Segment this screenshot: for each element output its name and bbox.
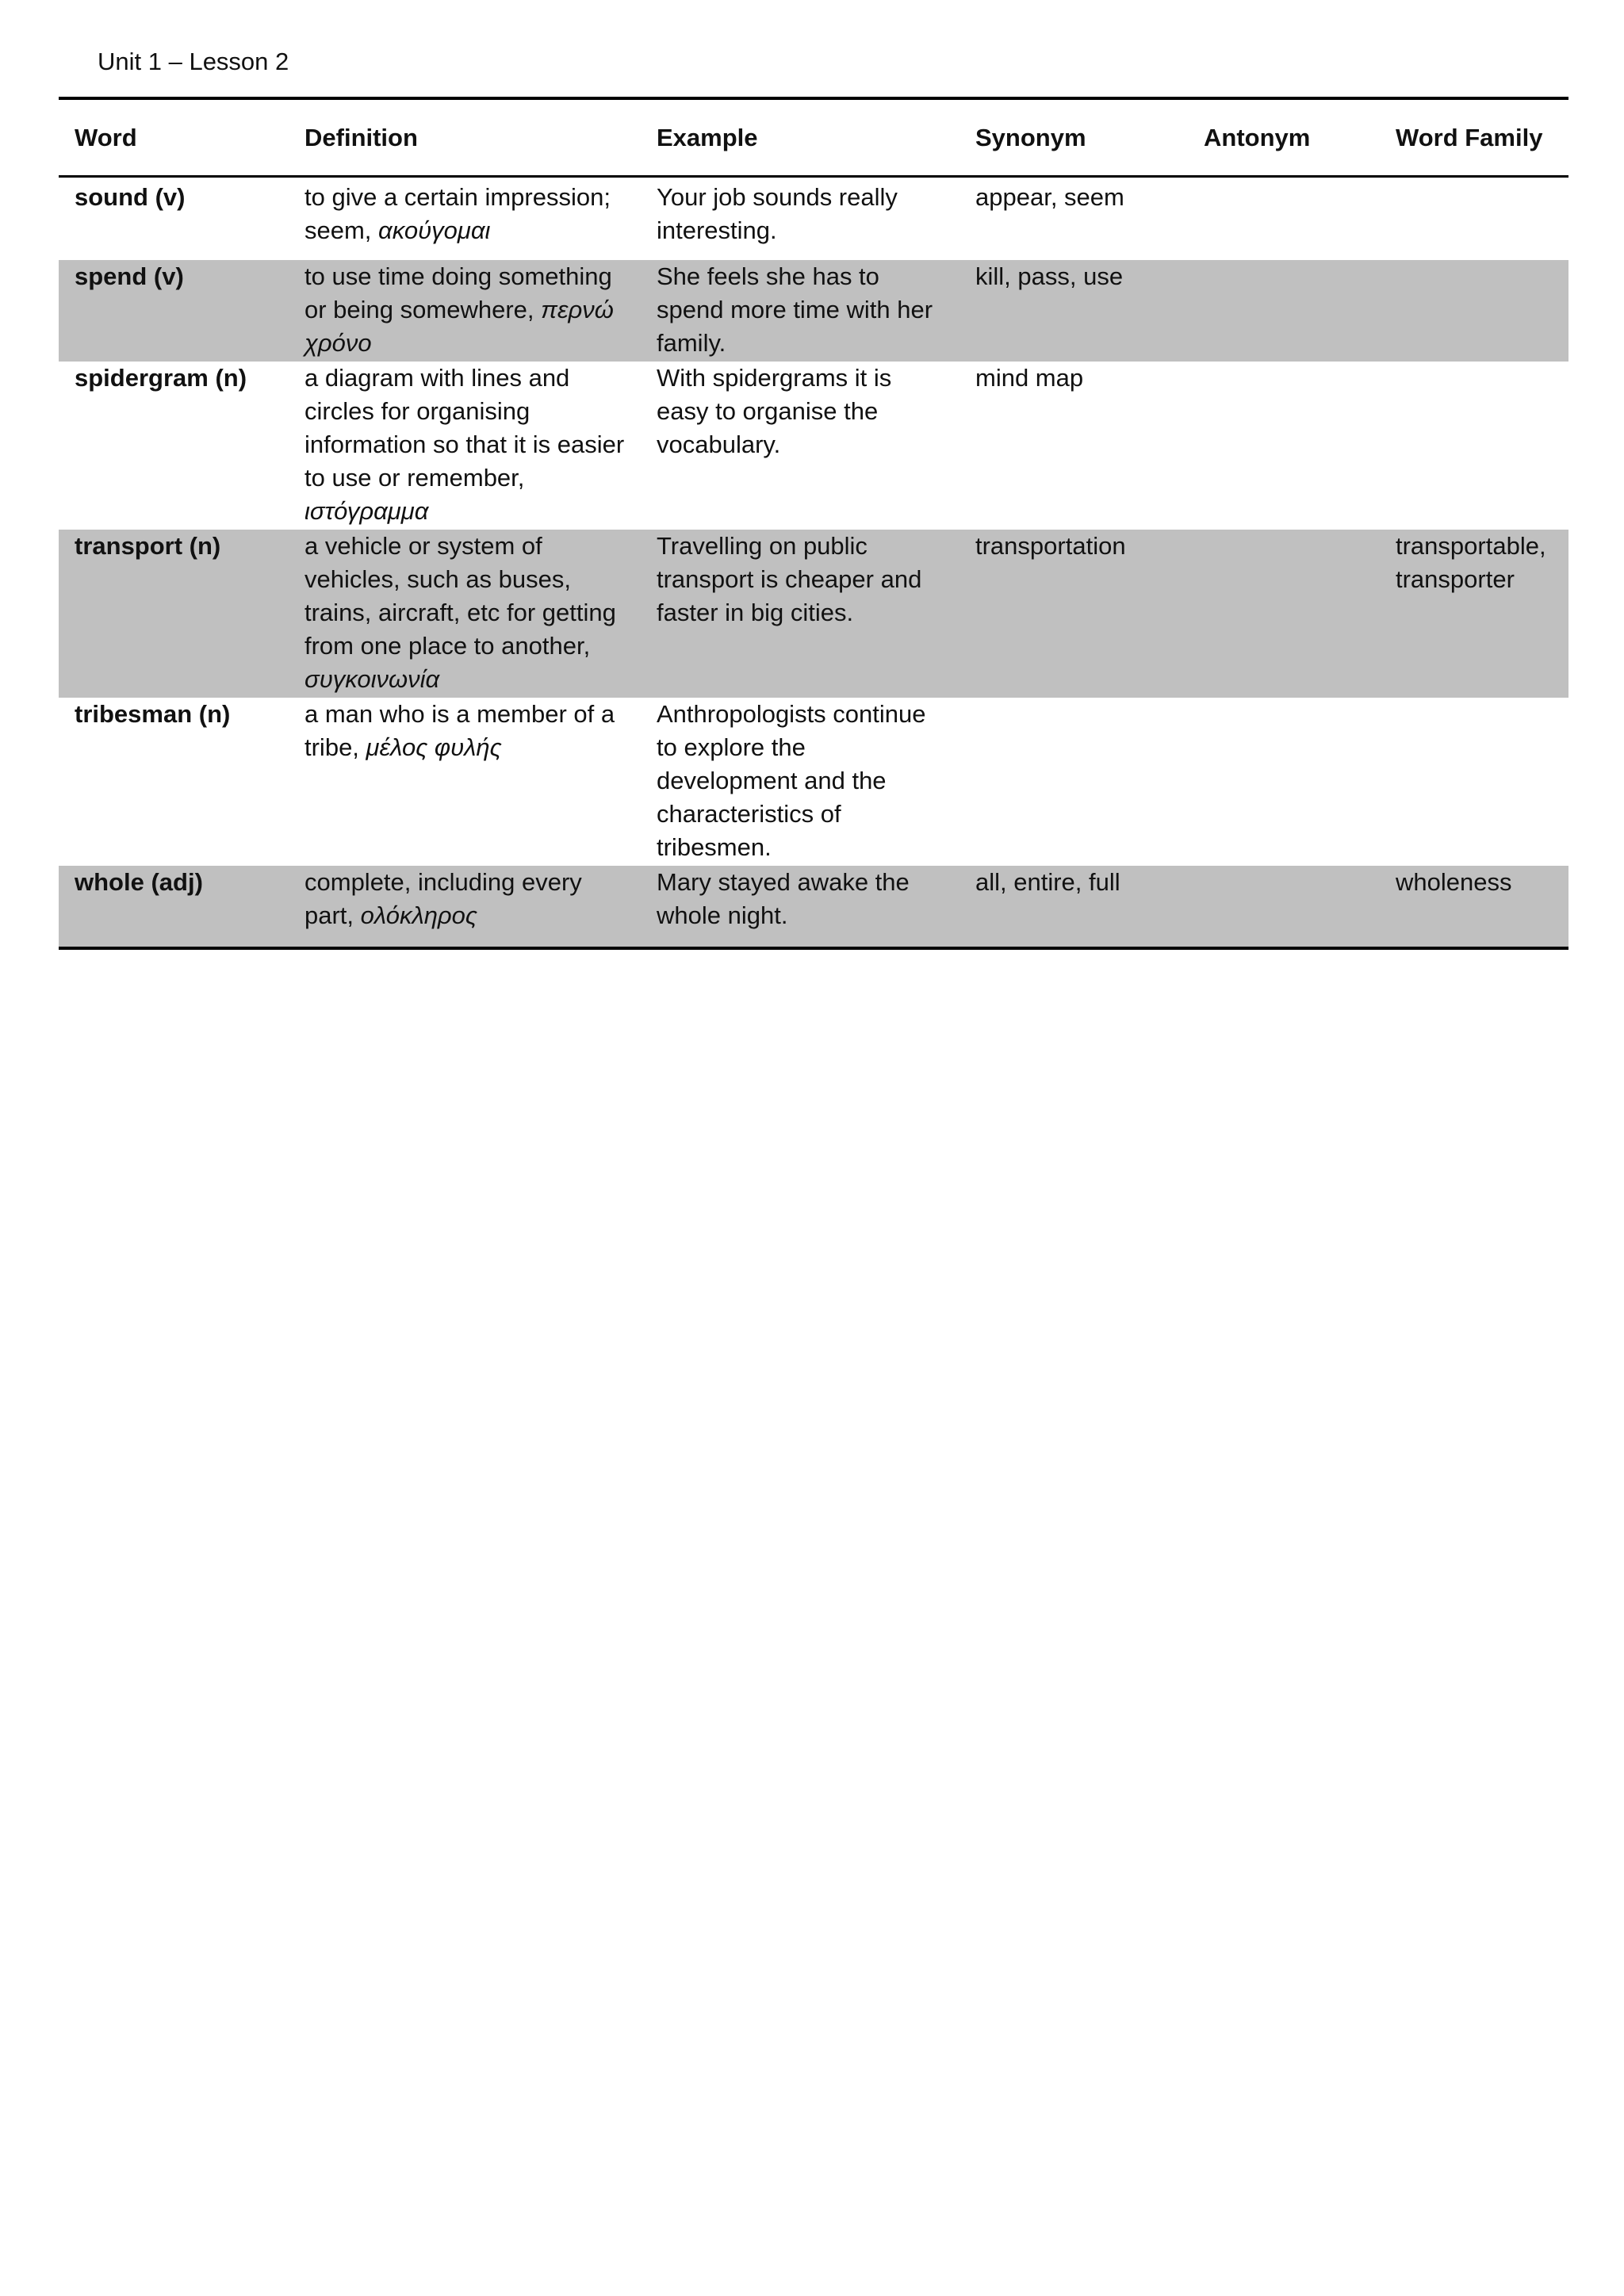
- table-row: [59, 530, 1568, 698]
- column-header-synonym: Synonym: [975, 123, 1086, 151]
- word-cell: transport (n): [59, 530, 289, 698]
- example-cell: Mary stayed awake the whole night.: [641, 866, 959, 948]
- antonym-cell: [1188, 260, 1380, 362]
- synonym-cell: [959, 698, 1188, 866]
- word-family-cell: [1380, 260, 1568, 362]
- antonym-cell: [1188, 362, 1380, 530]
- table-header-row: [59, 98, 1568, 177]
- column-header-example: Example: [657, 123, 758, 151]
- example-cell: Travelling on public transport is cheaper and faster in big cities.: [641, 530, 959, 698]
- definition-text: complete, including every part,: [304, 868, 582, 929]
- table-row: [59, 177, 1568, 261]
- definition-cell: [289, 362, 641, 530]
- word-cell: whole (adj): [59, 866, 289, 948]
- column-header-word: Word: [75, 123, 137, 151]
- synonym-cell: all, entire, full: [959, 866, 1188, 948]
- example-cell: With spidergrams it is easy to organise the vocabulary.: [657, 364, 892, 458]
- table-row: [59, 260, 1568, 362]
- antonym-cell: [1188, 177, 1380, 261]
- definition-text: a man who is a member of a tribe,: [304, 700, 615, 761]
- definition-text: a diagram with lines and circles for organising information so that it is easier to use or remember,: [304, 364, 625, 492]
- synonym-cell: mind map: [975, 364, 1084, 392]
- definition-cell: [289, 866, 641, 948]
- example-cell: Anthropologists continue to explore the development and the characteristics of tribesmen.: [657, 700, 926, 861]
- antonym-cell: [1188, 698, 1380, 866]
- word-cell: sound (v): [75, 183, 186, 211]
- definition-text: to give a certain impression; seem,: [304, 183, 611, 244]
- table-row: [59, 698, 1568, 866]
- word-cell: spend (v): [59, 260, 289, 362]
- synonym-cell: kill, pass, use: [959, 260, 1188, 362]
- word-family-cell: transportable, transporter: [1380, 530, 1568, 698]
- definition-text: to use time doing something or being somewhere,: [304, 262, 612, 323]
- definition-cell: [289, 530, 641, 698]
- word-cell: spidergram (n): [75, 364, 247, 392]
- definition-text: a vehicle or system of vehicles, such as buses, trains, aircraft, etc for getting from one place to another,: [304, 532, 616, 660]
- greek-translation: περνώ χρόνο: [304, 296, 614, 357]
- greek-translation: ολόκληρος: [360, 901, 477, 929]
- column-header-antonym: Antonym: [1204, 123, 1311, 151]
- antonym-cell: [1188, 530, 1380, 698]
- table-row: [59, 866, 1568, 948]
- synonym-cell: appear, seem: [975, 183, 1124, 211]
- definition-cell: [289, 260, 641, 362]
- antonym-cell: [1188, 866, 1380, 948]
- table-row: [59, 362, 1568, 530]
- example-cell: She feels she has to spend more time with her family.: [641, 260, 959, 362]
- word-family-cell: [1380, 698, 1568, 866]
- word-family-cell: [1380, 177, 1568, 261]
- page-title: Unit 1 – Lesson 2: [98, 48, 289, 75]
- greek-translation: συγκοινωνία: [304, 665, 440, 693]
- example-cell: Your job sounds really interesting.: [657, 183, 898, 244]
- word-cell: tribesman (n): [75, 700, 231, 728]
- synonym-cell: transportation: [959, 530, 1188, 698]
- greek-translation: ακούγομαι: [378, 216, 491, 244]
- word-family-cell: [1380, 362, 1568, 530]
- column-header-definition: Definition: [304, 123, 418, 151]
- greek-translation: ιστόγραμμα: [304, 497, 429, 525]
- definition-cell: [289, 698, 641, 866]
- word-family-cell: wholeness: [1380, 866, 1568, 948]
- column-header-word-family: Word Family: [1396, 123, 1543, 151]
- vocabulary-table: [59, 97, 1568, 950]
- definition-cell: [289, 177, 641, 261]
- greek-translation: μέλος φυλής: [366, 733, 502, 761]
